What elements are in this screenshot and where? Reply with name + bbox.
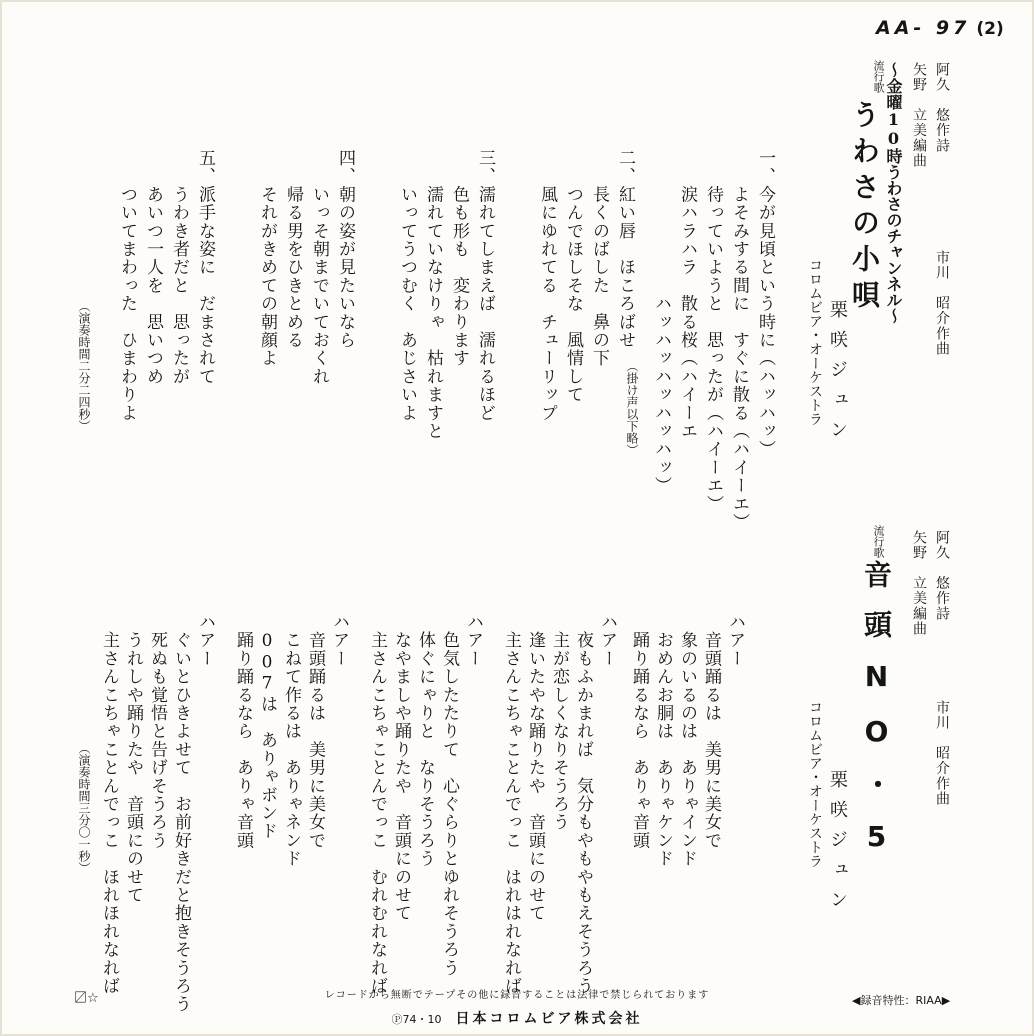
verse-line: ハアー bbox=[329, 612, 349, 668]
verse-line: 帰る男をひきとめる bbox=[283, 148, 303, 350]
verse-line: ハアー bbox=[725, 612, 745, 668]
song1-orchestra: コロムビア・オーケストラ bbox=[807, 258, 823, 426]
verse-line: よそみする間に すぐに散る（ハイーエ） bbox=[729, 148, 749, 532]
verse-line: つんでほしそな 風情して bbox=[563, 148, 583, 404]
label-mark-icon: 〼☆ bbox=[74, 991, 99, 1006]
verse-line: ついてまわった ひまわりよ bbox=[117, 148, 137, 422]
verse-line: 涙ハラハラ 散る桜（ハイーエ bbox=[677, 148, 697, 441]
verse-line: 四、朝の姿が見たいなら bbox=[335, 148, 355, 350]
verse-line: 二、紅い唇 ほころばせ bbox=[615, 148, 635, 350]
verse-line: 主さんこちゃことんでっこ むれむれなれば bbox=[367, 612, 387, 996]
verse-line: ハアー bbox=[463, 612, 483, 668]
verse-line: 待っていようと 思ったが（ハイーエ） bbox=[703, 148, 723, 513]
verse-line: 主が恋しくなりそうろう bbox=[549, 612, 569, 832]
verse-line: 長くのばした 鼻の下 bbox=[589, 148, 609, 368]
song2-verse-3 bbox=[364, 528, 483, 996]
song2-verse-4 bbox=[230, 528, 349, 868]
song1-genre: 流行歌 bbox=[872, 60, 885, 93]
riaa-curve: ◀録音特性：RIAA▶ bbox=[852, 994, 951, 1007]
song2-orchestra: コロムビア・オーケストラ bbox=[807, 700, 823, 868]
song1-title-text: うわさの小唄 bbox=[848, 100, 881, 316]
verse-line: あいつ一人を 思いつめ bbox=[143, 148, 163, 386]
song2-lyricist: 阿久 悠作詩 bbox=[934, 530, 950, 622]
verse-line: 色も形も 変わります bbox=[449, 148, 469, 368]
verse-line: 踊り踊るなら ありゃ音頭 bbox=[233, 612, 253, 850]
song2-genre: 流行歌 bbox=[872, 525, 885, 558]
song2-verse-2 bbox=[498, 528, 617, 996]
verse-line: 三、濡れてしまえば 濡れるほど bbox=[475, 148, 495, 422]
song2-artist: 栗咲ジュン bbox=[827, 770, 848, 920]
song2-playing-time: （演奏時間三分〇一秒） bbox=[77, 742, 91, 874]
verse-line: 五、派手な姿に だまされて bbox=[195, 148, 215, 386]
song2-title: 音頭NO・5 bbox=[860, 560, 893, 875]
song1-verse-5 bbox=[100, 64, 215, 422]
song1-lyricist: 阿久 悠作詩 bbox=[934, 62, 950, 154]
verse-line: 007は ありゃボンド bbox=[257, 612, 277, 841]
verse-line: うれしや踊りたや 音頭にのせて bbox=[123, 612, 143, 905]
kakegoe-note: （掛け声以下略） bbox=[625, 360, 639, 456]
verse-line: 主さんこちゃことんでっこ ほれほれなれば bbox=[99, 612, 119, 996]
verse-line: いっそ朝までいておくれ bbox=[309, 148, 329, 386]
verse-line: 色気したたりて 心ぐらりとゆれそうろう bbox=[439, 612, 459, 977]
song2-arranger: 矢野 立美編曲 bbox=[911, 530, 927, 637]
verse-line: 死ぬも覚悟と告げそうろう bbox=[147, 612, 167, 850]
song1-composer: 市川 昭介作曲 bbox=[934, 250, 950, 357]
verse-line: 音頭踊るは 美男に美女で bbox=[701, 612, 721, 850]
song2-composer: 市川 昭介作曲 bbox=[934, 700, 950, 807]
verse-line: 夜もふかまれば 気分もやもやもえそうろう bbox=[573, 612, 593, 996]
verse-line: うわき者だと 思ったが bbox=[169, 148, 189, 386]
verse-line: 逢いたやな踊りたや 音頭にのせて bbox=[525, 612, 545, 923]
verse-line: 主さんこちゃことんでっこ はれはれなれば bbox=[501, 612, 521, 996]
catalog-number bbox=[876, 17, 1004, 39]
verse-line: ハアー bbox=[195, 612, 215, 668]
song1-subtitle: 〜金曜10時うわさのチャンネル〜 bbox=[884, 62, 903, 324]
song1-verse-1 bbox=[648, 64, 775, 532]
copyright-notice: レコードから無断でテープその他に録音することは法律で禁じられております bbox=[324, 990, 710, 1001]
verse-line: 風にゆれてる チューリップ bbox=[537, 148, 557, 422]
release-year: Ⓟ74・10 bbox=[391, 1013, 442, 1026]
song1-playing-time: （演奏時間二分二四秒） bbox=[77, 300, 91, 432]
verse-line: 体ぐにゃりと なりそうろう bbox=[415, 612, 435, 868]
verse-line: おめんお胴は ありゃケンド bbox=[653, 612, 673, 868]
verse-line: ぐいとひきよせて お前好きだと抱きそうろう bbox=[171, 612, 191, 1014]
song1-verse-3 bbox=[380, 64, 495, 441]
catalog-part: (2) bbox=[976, 19, 1004, 39]
verse-line: なやましや踊りたや 音頭にのせて bbox=[391, 612, 411, 923]
verse-line: 音頭踊るは 美男に美女で bbox=[305, 612, 325, 850]
catalog-code: AA- 97 bbox=[876, 17, 971, 39]
verse-line: それがきめての朝顔よ bbox=[257, 148, 277, 368]
company-name: 日本コロムビア株式会社 bbox=[455, 1011, 643, 1027]
verse-line: ハアー bbox=[597, 612, 617, 668]
verse-line: ハッハッハッハッハッ） bbox=[651, 148, 671, 495]
song2-verse-5 bbox=[96, 528, 215, 1014]
verse-line: 踊り踊るなら ありゃ音頭 bbox=[629, 612, 649, 850]
song1-artist: 栗咲ジュン bbox=[827, 300, 848, 450]
song1-verse-2 bbox=[520, 64, 635, 422]
verse-line: 濡れていなけりゃ 枯れますと bbox=[423, 148, 443, 441]
song1-verse-4 bbox=[240, 64, 355, 386]
publisher bbox=[0, 1008, 1034, 1028]
song1-arranger: 矢野 立美編曲 bbox=[911, 62, 927, 169]
verse-line: こねて作るは ありゃネンド bbox=[281, 612, 301, 868]
song2-verse-1 bbox=[626, 528, 745, 868]
verse-line: いってうつむく あじさいよ bbox=[397, 148, 417, 422]
verse-line: 象のいるのは ありゃインド bbox=[677, 612, 697, 868]
verse-line: 一、今が見頃という時に（ハッハッ） bbox=[755, 148, 775, 459]
